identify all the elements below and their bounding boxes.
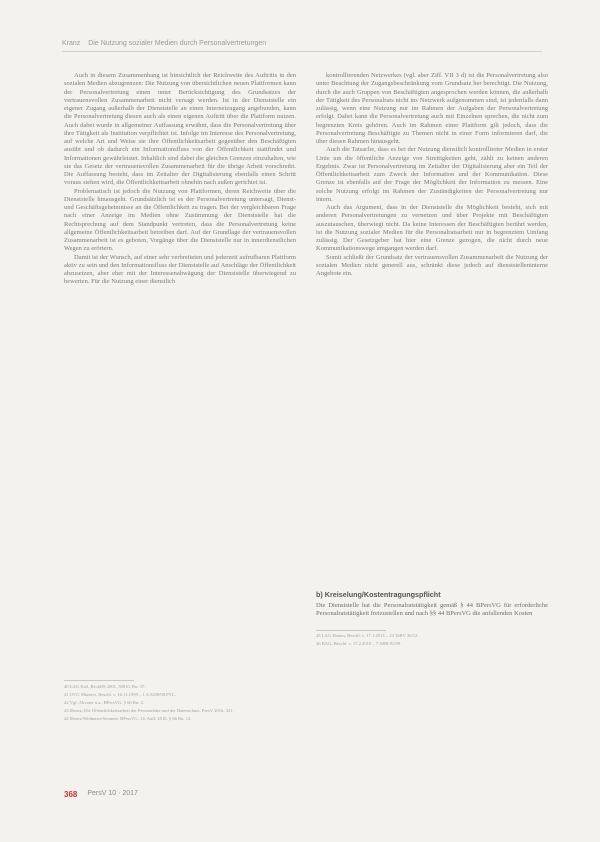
- left-column: [64, 72, 296, 287]
- footnote: 42 Vgl. Altvater u.a., BPersVG, § 66 Rn. 4.: [64, 700, 144, 706]
- footnote: 41 OVG Münster, Beschl. v. 16.11.1999 – 1 A 5208/98.PVL.: [64, 692, 176, 698]
- paragraph: Auch das Argument, dass in der Dienststelle die Möglichkeit besteht, sich mit anderen Personalvertretungen zu vernetzen und über Projekte mit Beschäftigten auszutauschen, überwiegt nicht. Da keine Interessen der Beschäftigten berührt werden, ist die Nutzung sozialer Medien für die Personalratsarbeit nur in begrenztem Umfang zulässig. Der Gesetzgeber hat hier eine Grenze gezogen, die nicht durch neue Kommunikationswege umgangen werden darf.: [316, 204, 548, 253]
- page-footer: [64, 790, 138, 799]
- section-heading: b) Kreiselung/Kostentragungspflicht: [316, 590, 441, 599]
- footnote-rule: [64, 680, 134, 681]
- right-column: [316, 72, 548, 278]
- footnote-rule: [316, 630, 386, 631]
- journal-name: PersV 10 · 2017: [87, 790, 138, 797]
- header-title: Die Nutzung sozialer Medien durch Personalvertretungen: [88, 40, 267, 47]
- footnotes-right: [316, 633, 548, 649]
- running-header: [62, 40, 542, 47]
- footnotes-left: [64, 684, 296, 724]
- header-rule: [62, 51, 542, 52]
- paragraph: kontrollierenden Netzwerkes (vgl. aber Ziff. VII 3 d) ist die Personalvertretung also unter Beachtung der Zugangsbeschränkung vom Grundsatz her berechtigt. Die Nutzung, durch die auch Gruppen von Beschäftigten angesprochen werden können, die außerhalb der Tätigkeit des Personalrats nicht ins Netzwerk aufgenommen sind, ist jedenfalls dann zulässig, wenn eine Nutzung nur im Rahmen der Aufgaben der Personalvertretung erfolgt. Dabei kann die Personalvertretung auch mit Einzelnen sprechen, die nicht zum begrenzten Kreis gehören. Auch im Rahmen einer Plattform gilt jedoch, dass die Personalvertretung Beschäftigte zu Themen nicht in einer Form informieren darf, die über diesen Rahmen hinausgeht.: [316, 72, 548, 145]
- footnote: 44 Ilbertz/Widmaier/Sommer, BPersVG, 14. Aufl. 2018, § 66 Rn. 12.: [64, 716, 192, 722]
- section-text: Die Dienststelle hat die Personalratstätigkeit gemäß § 44 BPersVG für erforderliche Personalratstätigkeit freizustellen und nach §§ 44 BPersVG die anfallenden Kosten: [316, 602, 548, 618]
- header-section: Kranz: [62, 40, 81, 47]
- paragraph: Somit schließt der Grundsatz der vertrauensvollen Zusammenarbeit die Nutzung der sozialen Medien nicht generell aus, schränkt diese jedoch auf dienststelleninterne Angebote ein.: [316, 253, 548, 277]
- paragraph: Problematisch ist jedoch die Nutzung von Plattformen, deren Reichweite über die Dienststelle hinausgeht. Grundsätzlich ist es der Personalvertretung untersagt, Dienst- und Geschäftsgeheimnisse an die Öffentlichkeit zu tragen. Bei der vergleichbaren Frage nach einer Anzeige im Medien ohne Zustimmung der Dienststelle hat die Rechtsprechung auf dem Standpunkt vertreten, dass die Personalvertretung keine allgemeine Öffentlichkeitsarbeit betreiben darf. Auf der Grundlage der vertrauensvollen Zusammenarbeit ist es geboten, Vorgänge über die Dienststelle nur in innerdienstlichen Wegen zu erörtern.: [64, 187, 296, 253]
- paragraph: Auch die Tatsache, dass es bei der Nutzung dienstlich kontrollierter Medien in erster Linie um die öffentliche Anzeige von Streitigkeiten geht, zählt zu keinen anderen Ergebnis. Zwar ist Personalvertretung im Zeitalter der Digitalisierung aber ein Teil der Öffentlichkeitsarbeit zum Zweck der Information und der Kommunikation. Diese Grenze ist ebenfalls auf der Frage der Möglichkeit der Information zu messen. Eine solche Nutzung erfolgt im Rahmen der Zuständigkeiten der Personalvertretung nur intern.: [316, 146, 548, 203]
- paragraph: Auch in diesem Zusammenhang ist hinsichtlich der Reichweite des Auftritts in den sozialen Medien abzugrenzen: Die Nutzung von übersichtlichen neuen Plattformen kann der Personalvertretung einen unter Berücksichtigung des Grundsatzes der vertrauensvollen Zusammenarbeit nicht versagt werden. Ist in der Dienststelle ein eigener Zugang außerhalb der Dienststelle an einen Internetzugang angebunden, kann die Personalvertretung diesen auch als einen eigenen Auftritt über die Plattform nutzen. Auch dabei wurde in allgemeiner Auffassung erwähnt, dass die Personalvertretung über ihre Tätigkeit als Institution verpflichtet ist. Infolge im Interesse des Personalvertretung, auf welche Art und Weise sie ihre Öffentlichkeitsarbeit gegenüber den Beschäftigten ausübt und ob dadurch ein Informationsfluss von der Öffentlichkeit stattfindet und Informationen gewährleistet. Inhaltlich sind dabei die gleichen Grenzen einzuhalten, wie sie das Gesetz der vertrauensvollen Zusammenarbeit für die übrige Arbeit vorschreibt. Die Auffassung besteht, dass im Zeitalter der Digitalisierung ebenfalls einen Schritt voraus stehen wird, die Öffentlichkeitsarbeit ohnehin nach außen gerichtet ist.: [64, 72, 296, 187]
- paragraph: Damit ist der Wunsch, auf einer sehr verbreiteten und jederzeit aufrufbaren Plattform aktiv zu sein und den Informationsfluss der Dienststelle auf Anschläge der Öffentlichkeit abzusetzen, aber eher mit der Interessenabwägung der Dienststelle überwiegend zu bewerten. Für die Nutzung einer dienstlich: [64, 253, 296, 286]
- page-number: 368: [64, 790, 78, 799]
- footnote: 46 BAG, Beschl. v. 17.2.2010 – 7 ABR 81/09.: [316, 641, 402, 647]
- footnote: 40 LAG Kiel, BeckRS 2001, 30810, Rn. 37.: [64, 684, 146, 689]
- footnote: 43 Ilbertz, Die Öffentlichkeitsarbeit der Personalräte und der Datenschutz, PersV 2016, 321.: [64, 708, 234, 714]
- footnote: 45 LAG Hamm, Beschl. v. 17.1.2013 – 13 TaBV 36/12.: [316, 633, 419, 638]
